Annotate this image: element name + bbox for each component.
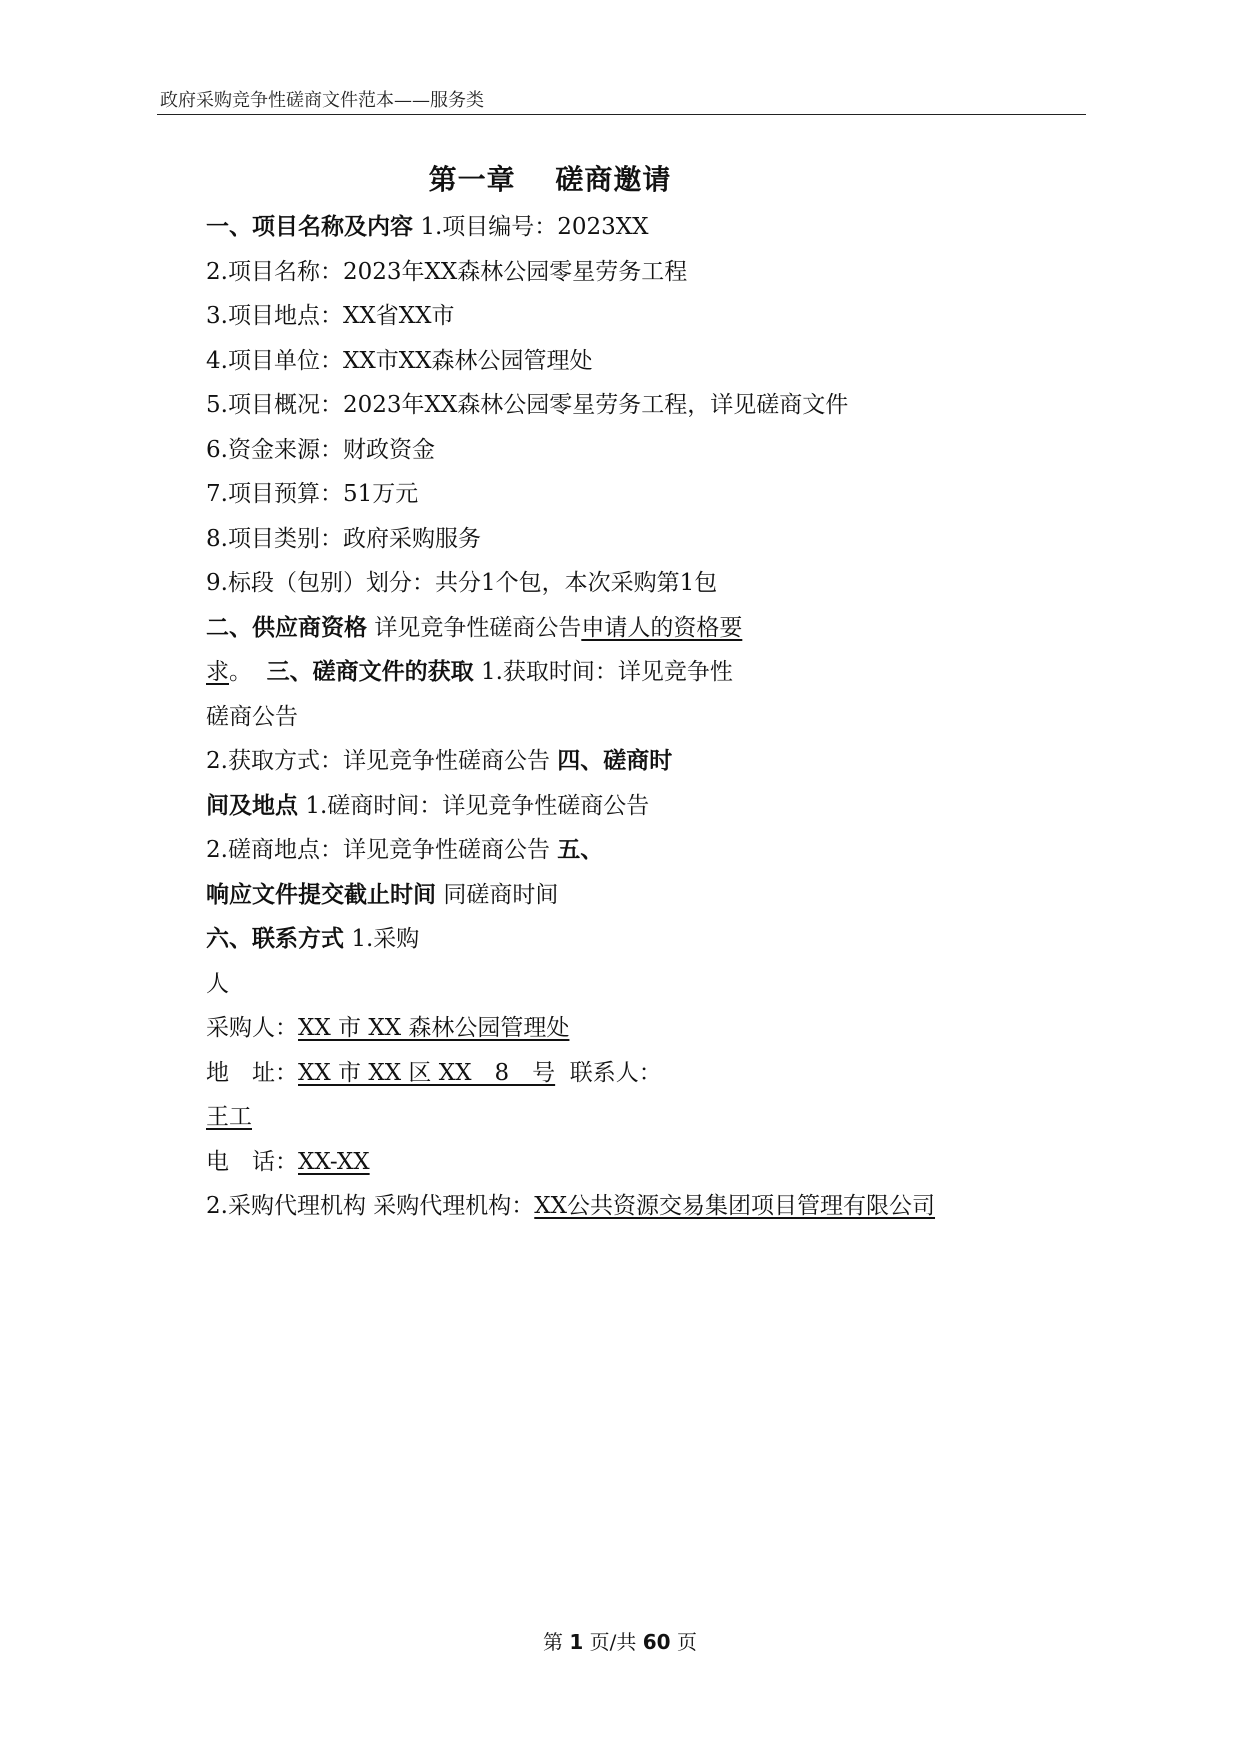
section-6-line [206, 917, 1086, 962]
purchaser-line [206, 1006, 1086, 1051]
contact-line [206, 1095, 1086, 1140]
agency-label: 采购代理机构： [373, 1193, 535, 1219]
section-5-heading-part-1: 五、 [557, 837, 604, 863]
header-rule [157, 114, 1086, 115]
purchaser-value: XX 市 XX 森林公园管理处 [298, 1015, 570, 1041]
section-2-text: 详见竞争性磋商公告 [374, 614, 582, 641]
section-3-heading: 三、磋商文件的获取 [266, 659, 474, 685]
chapter-title: 第一章 磋商邀请 [428, 163, 672, 196]
phone-label: 电 话： [206, 1148, 298, 1175]
section-4-5-line [206, 828, 1086, 873]
project-number: 1.项目编号：2023XX [420, 214, 649, 240]
agency-subheading: 2.采购代理机构 [206, 1193, 366, 1219]
project-location: 3.项目地点：XX省XX市 [206, 303, 455, 329]
section-2-heading: 二、供应商资格 [206, 614, 367, 641]
section-6-heading: 六、联系方式 [206, 926, 344, 952]
qualification-link-part-2: 求 [206, 659, 229, 685]
section-1-heading-line [206, 205, 1086, 250]
section-2-end: 。 [229, 659, 252, 685]
section-3-4-line [206, 739, 1086, 784]
section-4-heading-part-2: 间及地点 [206, 792, 298, 819]
negotiation-time: 1.磋商时间：详见竞争性磋商公告 [305, 792, 650, 819]
purchaser-label: 采购人： [206, 1015, 298, 1041]
project-budget: 7.项目预算：51万元 [206, 481, 419, 507]
acquire-time-part-2: 磋商公告 [206, 703, 298, 730]
purchaser-subheading-part-1: 1.采购 [351, 926, 420, 952]
project-unit: 4.项目单位：XX市XX森林公园管理处 [206, 347, 593, 374]
section-4-line [206, 784, 1086, 829]
section-2-line [206, 606, 1086, 651]
current-page-number: 1 [569, 1630, 584, 1654]
agency-line [206, 1184, 1086, 1229]
contact-label: 联系人： [569, 1059, 662, 1086]
agency-value: XX公共资源交易集团项目管理有限公司 [534, 1193, 936, 1219]
negotiation-place: 2.磋商地点：详见竞争性磋商公告 [206, 837, 550, 863]
address-label: 地 址： [206, 1059, 298, 1086]
qualification-link-part-1: 申请人的资格要 [581, 614, 743, 641]
lot-division: 9.标段（包别）划分：共分1个包，本次采购第1包 [206, 570, 718, 596]
section-2-3-line [206, 650, 1086, 695]
project-overview: 5.项目概况：2023年XX森林公园零星劳务工程，详见磋商文件 [206, 392, 849, 418]
acquire-method: 2.获取方式：详见竞争性磋商公告 [206, 748, 550, 774]
footer-prefix: 第 [543, 1630, 564, 1654]
section-1-heading: 一、项目名称及内容 [206, 214, 413, 240]
section-4-heading-part-1: 四、磋商时 [557, 748, 673, 774]
fund-source: 6.资金来源：财政资金 [206, 436, 435, 463]
phone-value: XX-XX [298, 1148, 370, 1175]
section-5-line [206, 873, 1086, 918]
page-footer [0, 1626, 1240, 1655]
acquire-time-part-1: 1.获取时间：详见竞争性 [480, 659, 733, 685]
footer-middle: 页/共 [589, 1630, 637, 1654]
project-category: 8.项目类别：政府采购服务 [206, 525, 481, 552]
purchaser-subheading-part-2: 人 [206, 970, 229, 997]
contact-value: 王工 [206, 1104, 252, 1130]
deadline-text: 同磋商时间 [443, 881, 559, 908]
running-header: 政府采购竞争性磋商文件范本——服务类 [160, 90, 484, 111]
document-body [206, 205, 1086, 1229]
project-name: 2.项目名称：2023年XX森林公园零星劳务工程 [206, 258, 688, 285]
address-line [206, 1051, 1086, 1096]
section-5-heading-part-2: 响应文件提交截止时间 [206, 881, 436, 908]
footer-suffix: 页 [676, 1630, 697, 1654]
phone-line [206, 1140, 1086, 1185]
address-value: XX 市 XX 区 XX 8 号 [298, 1059, 556, 1086]
total-page-number: 60 [642, 1630, 671, 1654]
